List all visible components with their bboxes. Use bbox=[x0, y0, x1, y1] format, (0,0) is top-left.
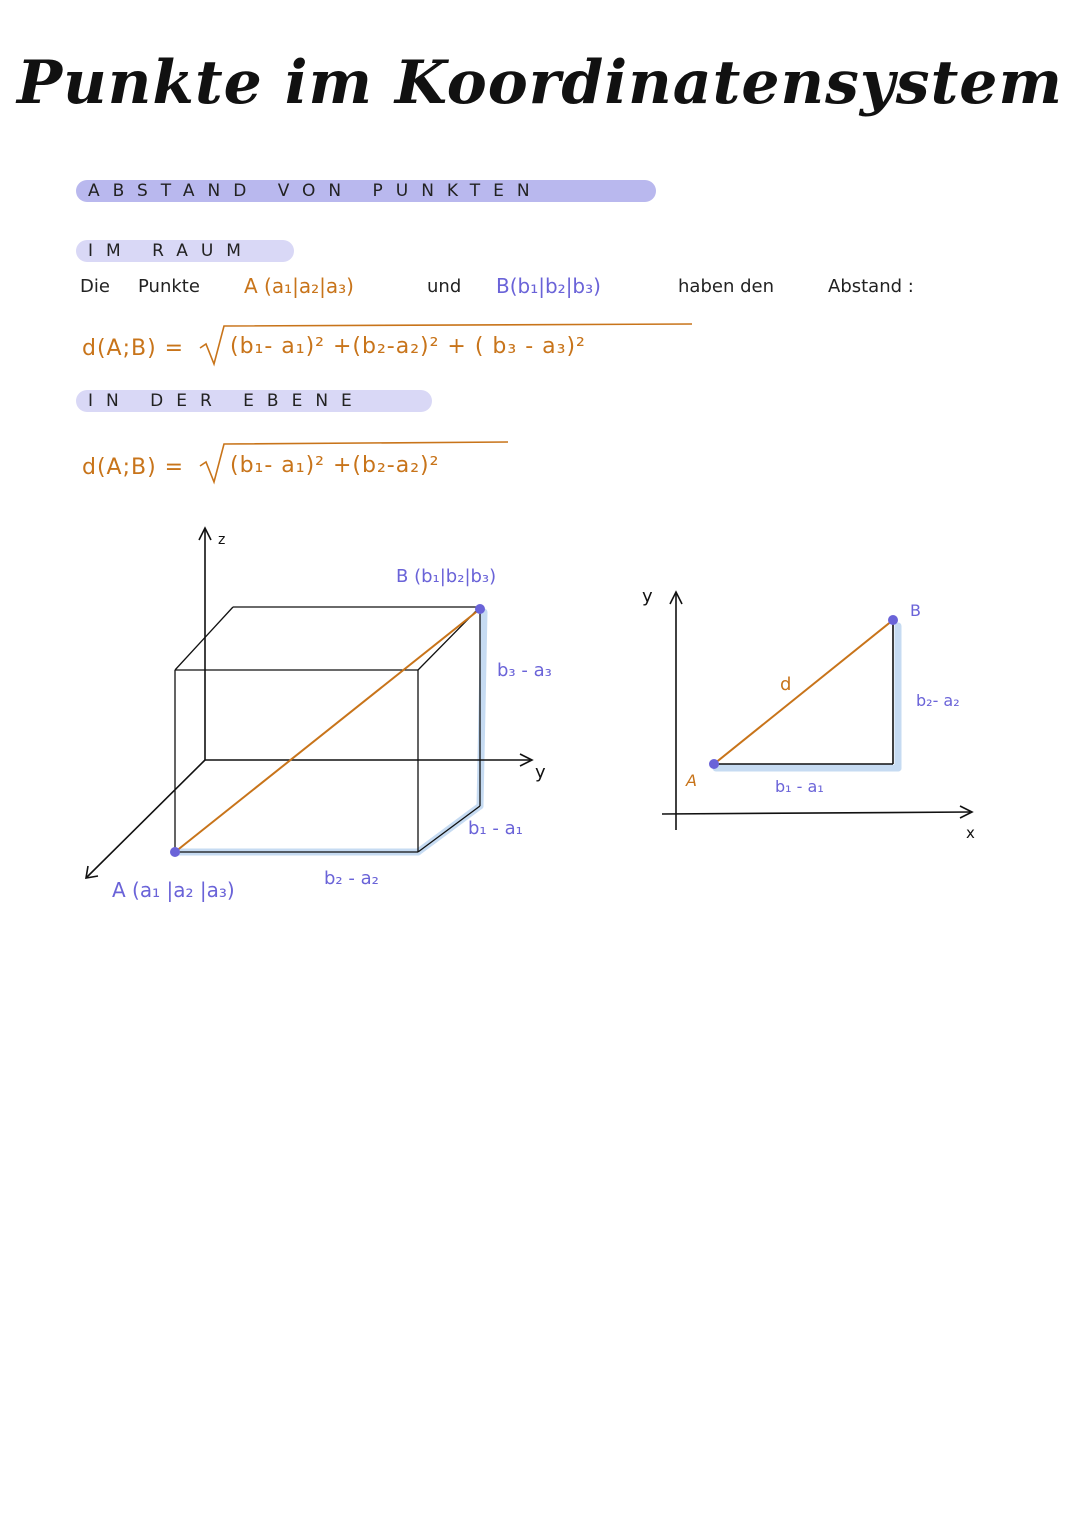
label-point-b-3d: B (b₁|b₂|b₃) bbox=[396, 566, 497, 587]
sentence-abstand: Abstand : bbox=[828, 276, 914, 297]
y-axis-2d-label: y bbox=[642, 586, 653, 607]
label-b3-a3: b₃ - a₃ bbox=[497, 660, 552, 681]
x-axis-2d-label: x bbox=[966, 824, 975, 842]
label-point-a-3d: A (a₁ |a₂ |a₃) bbox=[112, 878, 235, 902]
point-b-coordinates: B(b₁|b₂|b₃) bbox=[496, 274, 601, 298]
label-b1-a1-3d: b₁ - a₁ bbox=[468, 818, 523, 839]
subsection-heading-plane: IN DER EBENE bbox=[88, 391, 365, 411]
x-axis-2d bbox=[662, 812, 970, 814]
formula-plane-radicand: (b₁- a₁)² +(b₂-a₂)² bbox=[230, 453, 440, 478]
label-point-b-2d: B bbox=[910, 601, 921, 620]
sentence-punkte: Punkte bbox=[138, 276, 200, 297]
page-title: Punkte im Koordinatensystem bbox=[17, 48, 1063, 118]
sentence-haben-den: haben den bbox=[678, 276, 774, 297]
section-heading: ABSTAND VON PUNKTEN bbox=[88, 181, 543, 201]
point-a-2d bbox=[709, 759, 719, 769]
label-b2-a2-2d: b₂- a₂ bbox=[916, 691, 960, 710]
formula-space-lhs: d(A;B) = bbox=[82, 336, 185, 361]
formula-space-radicand: (b₁- a₁)² +(b₂-a₂)² + ( b₃ - a₃)² bbox=[230, 334, 586, 359]
label-point-a-2d: A bbox=[686, 771, 697, 790]
label-b1-a1-2d: b₁ - a₁ bbox=[775, 777, 824, 796]
z-axis-label: z bbox=[218, 532, 226, 548]
shadow-edges-2d bbox=[716, 626, 898, 768]
formula-plane-lhs: d(A;B) = bbox=[82, 455, 185, 480]
distance-line-2d bbox=[714, 620, 893, 764]
label-distance-d: d bbox=[780, 674, 792, 695]
label-b2-a2-3d: b₂ - a₂ bbox=[324, 868, 379, 889]
point-b-2d bbox=[888, 615, 898, 625]
point-a-coordinates: A (a₁|a₂|a₃) bbox=[244, 274, 354, 298]
sentence-die: Die bbox=[80, 276, 110, 297]
y-axis-3d-label: y bbox=[535, 762, 546, 783]
sentence-und: und bbox=[427, 276, 462, 297]
subsection-heading-space: IM RAUM bbox=[88, 241, 254, 261]
